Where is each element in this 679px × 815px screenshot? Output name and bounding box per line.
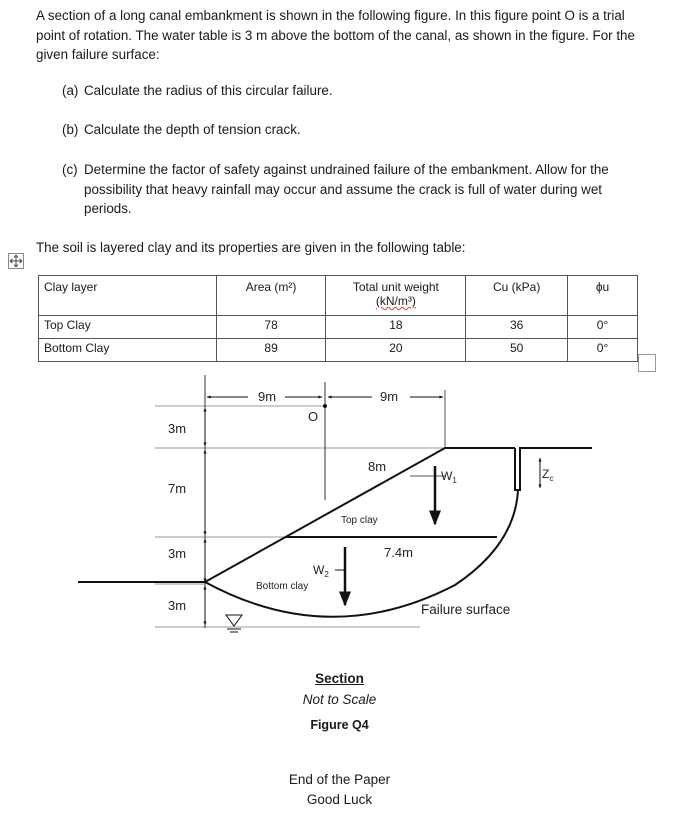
rotation-point-o	[323, 404, 327, 408]
header-phi: ϕu	[568, 276, 638, 316]
cell-layer: Top Clay	[39, 316, 217, 339]
zc-label: $Z_c$	[542, 467, 554, 483]
table-move-handle-icon[interactable]	[8, 253, 24, 269]
cell-cu: 36	[466, 316, 568, 339]
header-area: Area (m²)	[216, 276, 326, 316]
top-clay-label: Top clay	[341, 515, 378, 526]
header-cu: Cu (kPa)	[466, 276, 568, 316]
end-text: End of the Paper	[288, 772, 391, 787]
header-clay-layer: Clay layer	[39, 276, 217, 316]
cell-unit-weight: 20	[326, 339, 466, 362]
figure-label: Figure Q4	[310, 718, 369, 732]
question-label: (b)	[62, 122, 79, 137]
dim-label-3m-bottom: 3m	[168, 598, 187, 613]
question-text: Calculate the depth of tension crack.	[84, 122, 301, 137]
cell-area: 89	[216, 339, 326, 362]
question-text: Determine the factor of safety against undrained failure of the embankment. Allow for the possibility that heavy rainfall may occur and assume the crack is full of water during wet periods.	[84, 162, 609, 216]
table-row	[39, 316, 638, 339]
point-o-label: O	[308, 409, 319, 424]
dim-label-9m-left: 9m	[258, 389, 277, 404]
tension-crack	[515, 448, 592, 490]
table-row	[39, 339, 638, 362]
cell-phi: 0°	[568, 316, 638, 339]
cell-area: 78	[216, 316, 326, 339]
header-unit-weight-line2: (kN/m³)	[375, 294, 416, 308]
intro-paragraph: A section of a long canal embankment is shown in the following figure. In this figure point O is a trial point of rotation. The water table is 3 m above the bottom of the canal, as shown in the figure. For the given failure surface:	[36, 8, 635, 62]
failure-surface-arc	[205, 490, 518, 617]
header-unit-weight	[326, 276, 466, 316]
cell-layer: Bottom Clay	[39, 339, 217, 362]
cell-phi: 0°	[568, 339, 638, 362]
question-text: Calculate the radius of this circular failure.	[84, 83, 333, 98]
dim-label-7m: 7m	[168, 481, 187, 496]
header-unit-weight-line1: Total unit weight	[352, 280, 439, 294]
soil-intro: The soil is layered clay and its properties are given in the following table:	[36, 240, 466, 255]
water-table-icon	[226, 615, 242, 626]
good-luck-text: Good Luck	[306, 792, 373, 807]
section-title: Section	[315, 671, 364, 686]
bottom-clay-label: Bottom clay	[256, 581, 309, 592]
soil-properties-table	[38, 275, 638, 362]
dim-label-8m: 8m	[368, 459, 387, 474]
question-label: (c)	[62, 162, 78, 177]
embankment-figure	[0, 360, 679, 660]
w1-label: $W_1$	[441, 469, 457, 485]
dim-label-3m-mid: 3m	[168, 546, 187, 561]
cell-unit-weight: 18	[326, 316, 466, 339]
question-label: (a)	[62, 83, 79, 98]
dim-label-9m-right: 9m	[380, 389, 399, 404]
cell-cu: 50	[466, 339, 568, 362]
dim-label-7-4m: 7.4m	[384, 545, 413, 560]
not-to-scale-note: Not to Scale	[302, 692, 377, 707]
dim-label-3m-top: 3m	[168, 421, 187, 436]
table-header-row	[39, 276, 638, 316]
w2-label: $W_2$	[313, 563, 329, 579]
failure-surface-label: Failure surface	[421, 602, 511, 617]
